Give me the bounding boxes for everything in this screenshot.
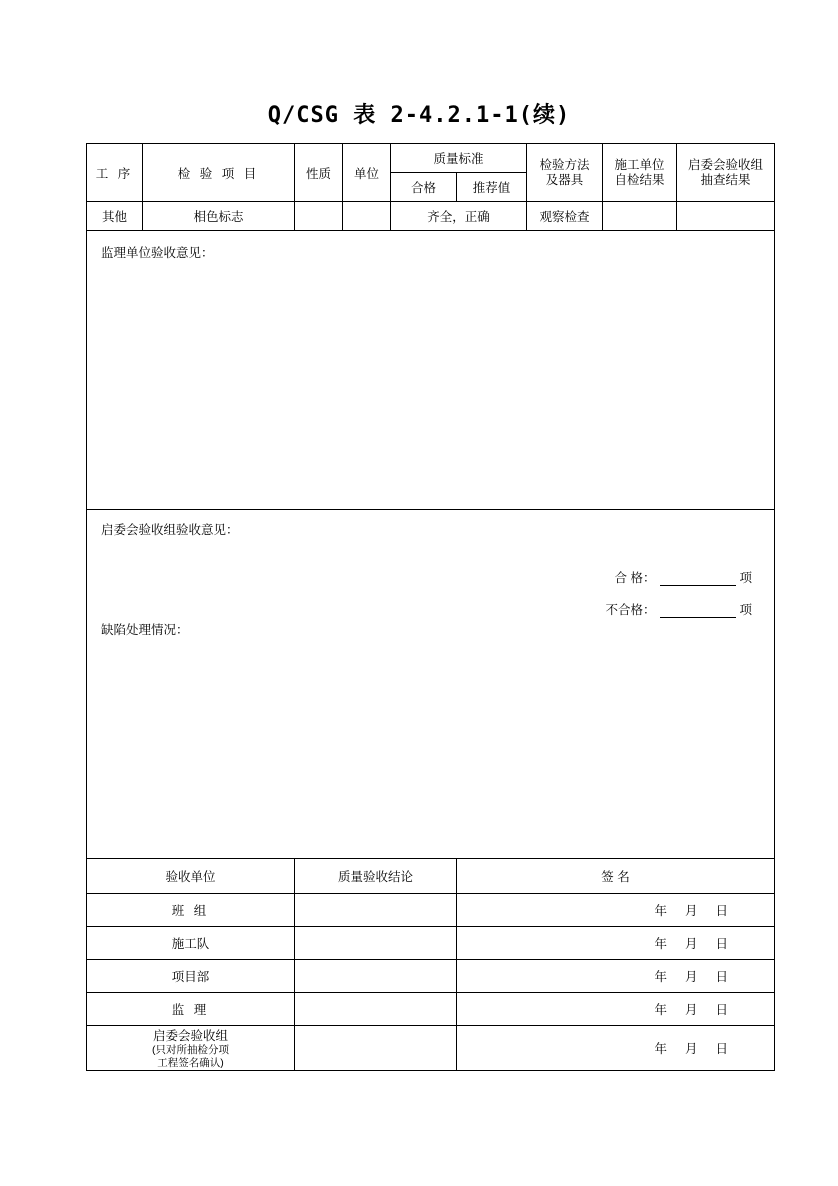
- signature-name-date[interactable]: [457, 960, 775, 993]
- date-year: 年: [654, 937, 667, 951]
- page-title: Q/CSG 表 2-4.2.1-1(续): [267, 103, 571, 128]
- table-row: [87, 202, 775, 231]
- signature-unit: 施工队: [87, 927, 295, 960]
- signature-header-unit: 验收单位: [87, 859, 295, 894]
- header-inspection-item: 检 验 项 目: [143, 144, 295, 202]
- row-item: 相色标志: [143, 202, 295, 231]
- signature-row: [87, 927, 775, 960]
- unqualified-count-blank[interactable]: [660, 604, 736, 618]
- signature-unit-group: [87, 1026, 295, 1071]
- signature-name-date[interactable]: [457, 927, 775, 960]
- signature-row: [87, 894, 775, 927]
- signature-header-row: [87, 859, 775, 894]
- date-day: 日: [715, 904, 729, 918]
- date-year: 年: [654, 970, 667, 984]
- signature-unit: 监 理: [87, 993, 295, 1026]
- header-method-line2: 及器具: [545, 172, 584, 187]
- date-year: 年: [654, 904, 667, 918]
- qualified-count-blank[interactable]: [660, 572, 736, 586]
- signature-conclusion[interactable]: [295, 927, 457, 960]
- row-spot-result[interactable]: [677, 202, 775, 231]
- signature-row: [87, 993, 775, 1026]
- signature-row: [87, 960, 775, 993]
- date-day: 日: [715, 1042, 729, 1056]
- header-constructor-line1: 施工单位: [614, 157, 665, 172]
- header-acceptance-line2: 抽查结果: [700, 172, 751, 187]
- date-month: 月: [684, 970, 698, 984]
- header-quality-standard: 质量标准: [391, 144, 527, 173]
- signature-conclusion[interactable]: [295, 960, 457, 993]
- date-day: 日: [715, 937, 729, 951]
- table-header-row-1: [87, 144, 775, 173]
- header-property: 性质: [295, 144, 343, 202]
- row-unit[interactable]: [343, 202, 391, 231]
- header-acceptance-result: [677, 144, 775, 202]
- signature-name-date[interactable]: [457, 1026, 775, 1071]
- header-constructor-line2: 自检结果: [614, 172, 665, 187]
- supervision-opinion-cell[interactable]: [87, 231, 775, 510]
- supervision-opinion-label: 监理单位验收意见：: [101, 246, 214, 260]
- acceptance-opinion-cell[interactable]: [87, 510, 775, 859]
- supervision-opinion-row: [87, 231, 775, 510]
- header-acceptance-line1: 启委会验收组: [688, 157, 764, 172]
- acceptance-opinion-row: [87, 510, 775, 859]
- date-month: 月: [684, 1003, 698, 1017]
- date-month: 月: [684, 904, 698, 918]
- date-day: 日: [715, 1003, 729, 1017]
- date-month: 月: [684, 1042, 698, 1056]
- date-month: 月: [684, 937, 698, 951]
- acceptance-opinion-label: 启委会验收组验收意见：: [101, 523, 239, 537]
- signature-conclusion[interactable]: [295, 1026, 457, 1071]
- signature-row: [87, 1026, 775, 1071]
- header-recommended: 推荐值: [457, 173, 527, 202]
- row-standard: 齐全，正确: [391, 202, 527, 231]
- signature-unit-note1: (只对所抽检分项: [152, 1044, 229, 1056]
- row-self-result[interactable]: [603, 202, 677, 231]
- signature-unit: 项目部: [87, 960, 295, 993]
- unqualified-count-line: [605, 600, 752, 618]
- date-year: 年: [654, 1003, 667, 1017]
- defect-handling-label: 缺陷处理情况：: [101, 623, 189, 637]
- unqualified-label: 不合格：: [605, 603, 656, 617]
- inspection-table: [86, 143, 775, 1071]
- signature-header-conclusion: 质量验收结论: [295, 859, 457, 894]
- row-property[interactable]: [295, 202, 343, 231]
- header-qualified: 合格: [391, 173, 457, 202]
- date-year: 年: [654, 1042, 667, 1056]
- signature-conclusion[interactable]: [295, 894, 457, 927]
- qualified-label: 合 格：: [614, 571, 656, 585]
- qualified-unit: 项: [739, 571, 753, 585]
- header-unit: 单位: [343, 144, 391, 202]
- signature-name-date[interactable]: [457, 993, 775, 1026]
- signature-header-signature: 签 名: [457, 859, 775, 894]
- signature-unit: 启委会验收组: [152, 1029, 228, 1043]
- row-process: 其他: [87, 202, 143, 231]
- signature-unit-note2: 工程签名确认): [157, 1057, 224, 1069]
- qualified-count-line: [615, 568, 753, 586]
- row-method: 观察检查: [527, 202, 603, 231]
- signature-conclusion[interactable]: [295, 993, 457, 1026]
- header-constructor-result: [603, 144, 677, 202]
- signature-unit: 班 组: [87, 894, 295, 927]
- signature-name-date[interactable]: [457, 894, 775, 927]
- date-day: 日: [715, 970, 729, 984]
- header-method: [527, 144, 603, 202]
- unqualified-unit: 项: [739, 603, 753, 617]
- header-process: 工 序: [87, 144, 143, 202]
- header-method-line1: 检验方法: [539, 157, 590, 172]
